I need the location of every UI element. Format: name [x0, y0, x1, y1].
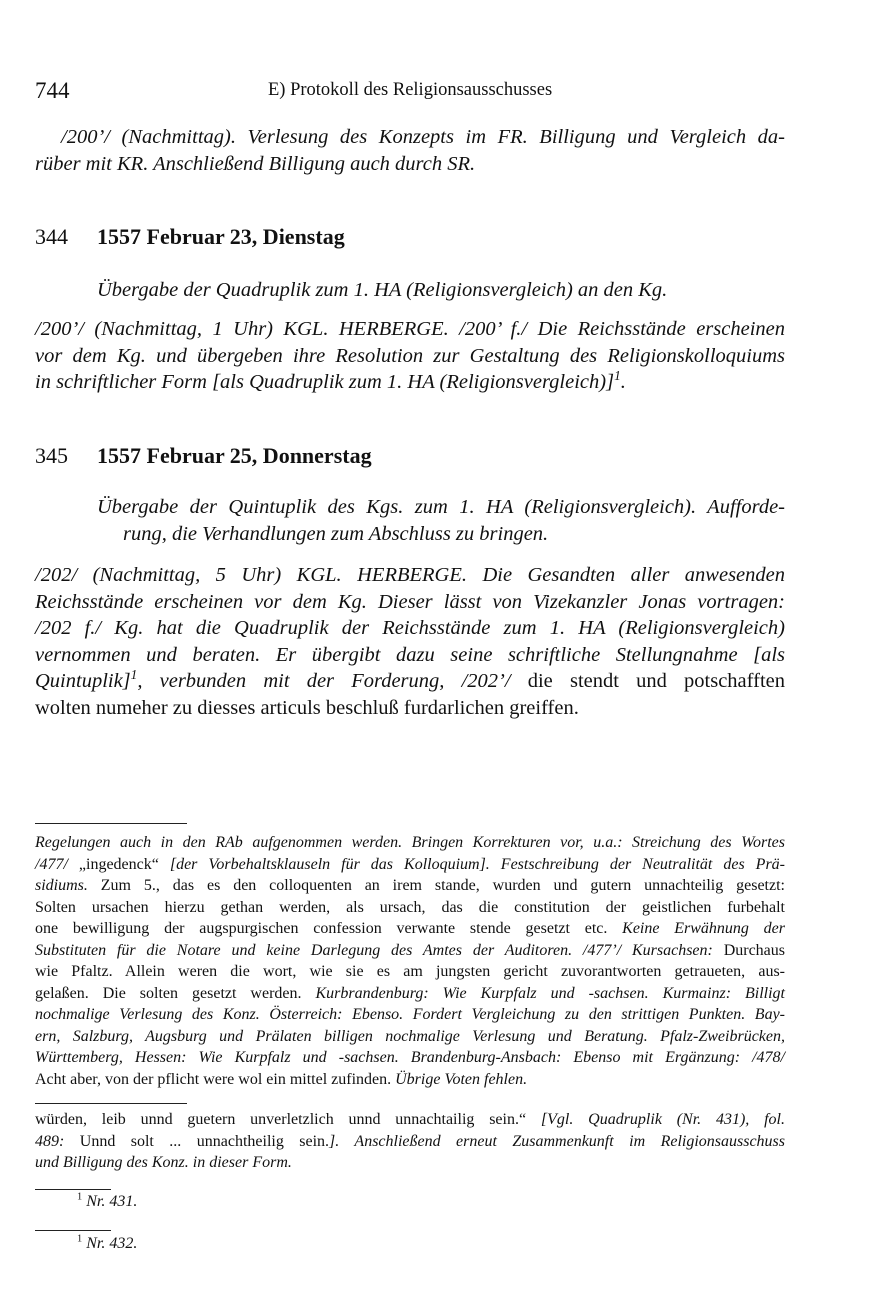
footnote-line: 489: Unnd solt ... unnachtheilig sein.]. Anschließend erneut Zusammenkunft im Religionsausschuss [35, 1132, 786, 1150]
entry-heading-345 [35, 443, 372, 469]
entry-heading-344 [35, 224, 345, 250]
footnote-line: ern, Salzburg, Augsburg und Prälaten billigen nochmalige Verlesung und Beratung. Pfalz-Zweibrücken, [35, 1027, 785, 1045]
body-line: Quintuplik]$^1$, verbunden mit der Forderung, /202’/ die stendt und potschafften [35, 667, 785, 692]
footnote-line: und Billigung des Konz. in dieser Form. [35, 1154, 292, 1171]
entry-number: 344 [35, 224, 68, 249]
body-line: /202 f./ Kg. hat die Quadruplik der Reichsstände zum 1. HA (Religionsvergleich) [35, 617, 785, 639]
body-line: vernommen und beraten. Er übergibt dazu seine schriftliche Stellungnahme [als [35, 643, 785, 666]
entry-number: 345 [35, 443, 68, 468]
entry-date: 1557 Februar 23, Dienstag [97, 224, 345, 249]
summary-line: Übergabe der Quadruplik zum 1. HA (Religionsvergleich) an den Kg. [97, 279, 668, 301]
intro-paragraph [35, 124, 785, 177]
footnote-ref: 1 [614, 368, 621, 384]
note-text: Nr. 431. [86, 1193, 138, 1210]
running-title: E) Protokoll des Religionsausschusses [268, 80, 553, 100]
note-mark: 1 [77, 1233, 83, 1245]
intro-line: /200’/ (Nachmittag). Verlesung des Konzepts im FR. Billigung und Vergleich da- [61, 126, 785, 148]
body-line: /200’/ (Nachmittag, 1 Uhr) KGL. HERBERGE. /200’ f./ Die Reichsstände erscheinen [35, 318, 785, 340]
page-number: 744 [35, 78, 70, 103]
entry-summary-344 [97, 277, 785, 304]
body-line: /202/ (Nachmittag, 5 Uhr) KGL. HERBERGE. Die Gesandten aller anwesenden [35, 564, 785, 586]
entry-body-345 [35, 562, 785, 721]
footnote-line: Solten ursachen hierzu gethan werden, als ursach, das die constitution der geistlichen furbehalt [35, 898, 785, 916]
body-line: Reichsstände erscheinen vor dem Kg. Dieser lässt von Vizekanzler Jonas vortragen: [35, 590, 785, 613]
summary-line: rung, die Verhandlungen zum Abschluss zu bringen. [123, 522, 549, 545]
entry-body-344 [35, 316, 785, 396]
body-line: in schriftlicher Form [als Quadruplik zum 1. HA (Religionsvergleich)]$^1$. [35, 368, 626, 393]
footnote-line: wie Pfaltz. Allein weren die wort, wie sie es am jungsten gericht zuvorantworten getraueten, aus- [35, 963, 785, 980]
footnote-line: one bewilligung der augspurgischen confession verwante stende gesetzt etc. Keine Erwähnung der [35, 920, 785, 937]
footnote-line: nochmalige Verlesung des Konz. Österreich: Ebenso. Fordert Vergleichung zu den strittigen Punkten. Bay- [35, 1006, 785, 1023]
note-344 [77, 1193, 137, 1211]
body-line: vor dem Kg. und übergeben ihre Resolution zur Gestaltung des Religionskolloquiums [35, 344, 785, 367]
entry-date: 1557 Februar 25, Donnerstag [97, 443, 372, 468]
note-rule [35, 1230, 111, 1231]
footnote-rule [35, 1103, 187, 1104]
intro-line: rüber mit KR. Anschließend Billigung auch durch SR. [35, 152, 476, 175]
footnote-line: sidiums. Zum 5., das es den colloquenten an irem stande, wurden und gutern unnachteilig gesetzt: [35, 877, 785, 894]
note-mark: 1 [77, 1191, 83, 1203]
entry-summary-345 [97, 494, 785, 547]
footnote-line: Acht aber, von der pflicht were wol ein mittel zufinden. Übrige Voten fehlen. [35, 1070, 528, 1088]
summary-line: Übergabe der Quintuplik des Kgs. zum 1. HA (Religionsvergleich). Aufforde- [97, 496, 785, 518]
footnote-line: Regelungen auch in den RAb aufgenommen werden. Bringen Korrekturen vor, u.a.: Streichung des Wortes [35, 834, 785, 851]
footnote-line: Substituten für die Notare und keine Darlegung des Amtes der Auditoren. /477’/ Kursachsen: Durchaus [35, 941, 785, 959]
footnote-rule [35, 823, 187, 824]
footnote-line: /477/ „ingedenck“ [der Vorbehaltsklauseln für das Kolloquium]. Festschreibung der Neutralität des Prä- [35, 855, 786, 873]
note-345 [77, 1235, 137, 1253]
footnote-line: Württemberg, Hessen: Wie Kurpfalz und -sachsen. Brandenburg-Ansbach: Ebenso mit Ergänzung: /478/ [35, 1049, 785, 1066]
footnote-block-2 [35, 1109, 785, 1174]
note-rule [35, 1189, 111, 1190]
footnote-line: würden, leib unnd guetern unverletzlich unnd unnachtailig sein.“ [Vgl. Quadruplik (Nr. 431), fol. [35, 1111, 786, 1128]
footnote-line: gelaßen. Die solten gesetzt werden. Kurbrandenburg: Wie Kurpfalz und -sachsen. Kurmainz: Billigt [35, 984, 785, 1002]
footnote-block-1 [35, 832, 785, 1090]
body-line: wolten numeher zu diesses articuls beschluß furdarlichen greiffen. [35, 696, 579, 719]
note-text: Nr. 432. [86, 1235, 138, 1252]
footnote-ref: 1 [130, 667, 138, 683]
